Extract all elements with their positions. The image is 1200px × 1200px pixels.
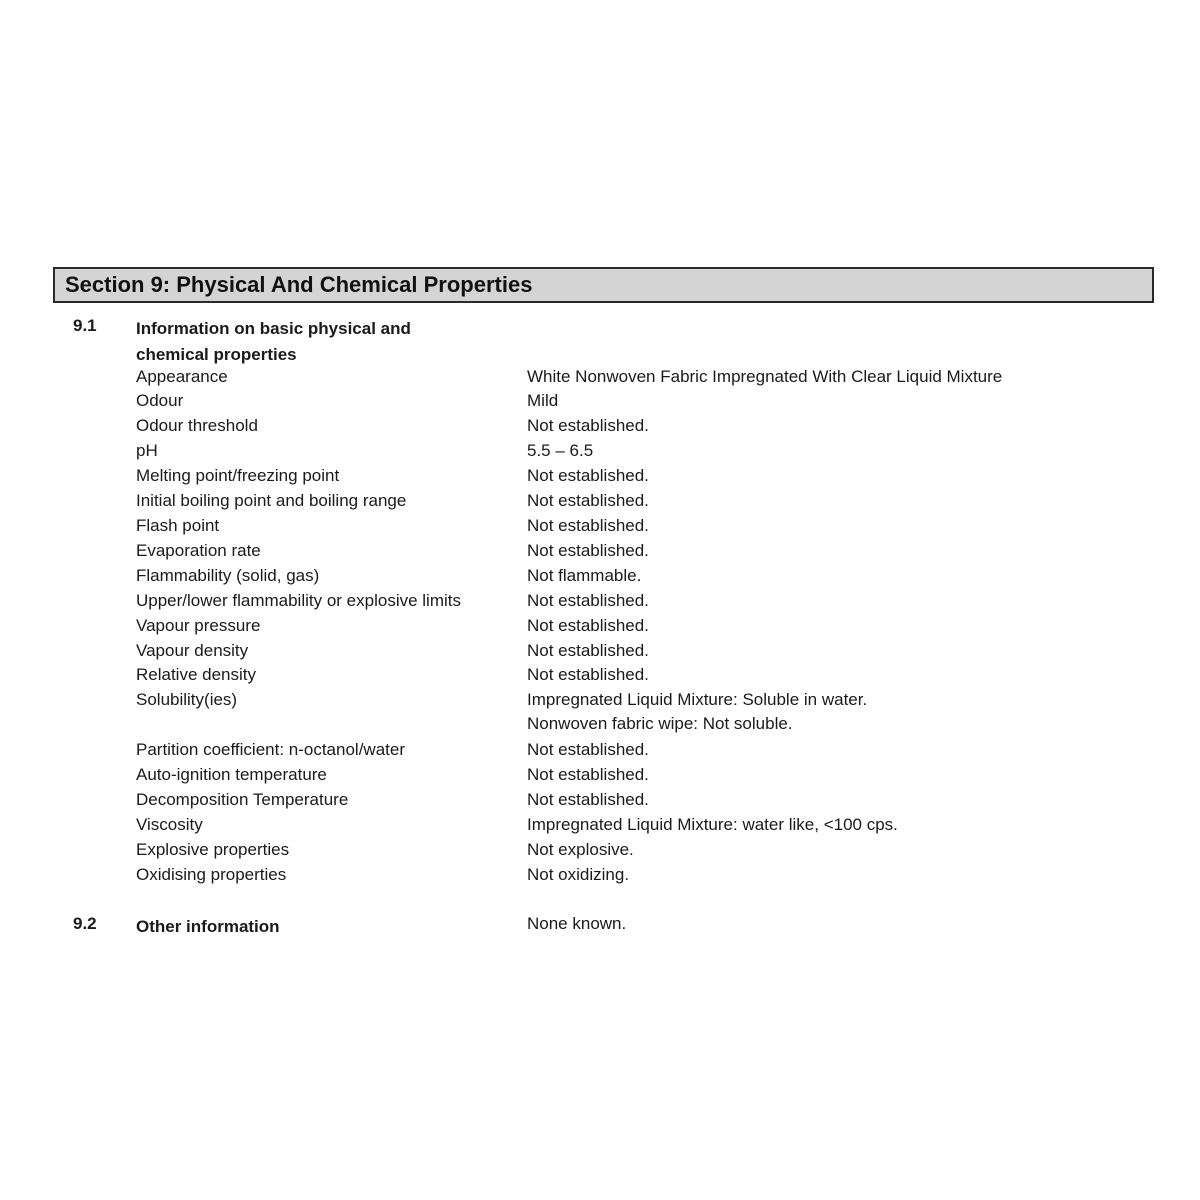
property-label: Odour threshold xyxy=(136,416,258,435)
property-value: Not oxidizing. xyxy=(527,865,630,884)
subsection-title: Other information xyxy=(136,917,280,936)
property-label: Odour xyxy=(136,391,184,410)
property-row-flash-point xyxy=(0,516,1200,541)
property-row-odour-threshold xyxy=(0,416,1200,441)
property-value: Not explosive. xyxy=(527,840,634,859)
property-row-boiling-point xyxy=(0,491,1200,516)
section-title: Section 9: Physical And Chemical Properties xyxy=(65,272,533,297)
section-header xyxy=(53,267,1154,303)
property-value: Not flammable. xyxy=(527,566,642,585)
property-label: Decomposition Temperature xyxy=(136,790,349,809)
property-value: Not established. xyxy=(527,665,649,684)
property-row-odour xyxy=(0,391,1200,416)
property-row-relative-density xyxy=(0,665,1200,690)
property-value: Not established. xyxy=(527,491,649,510)
property-label: Vapour density xyxy=(136,641,249,660)
property-value: Not established. xyxy=(527,541,649,560)
property-label: Flash point xyxy=(136,516,220,535)
property-row-appearance xyxy=(0,367,1200,392)
property-label: Oxidising properties xyxy=(136,865,287,884)
property-label: Flammability (solid, gas) xyxy=(136,566,320,585)
subsection-value: None known. xyxy=(527,914,627,933)
property-label: Explosive properties xyxy=(136,840,290,859)
property-value: White Nonwoven Fabric Impregnated With Clear Liquid Mixture xyxy=(527,367,1003,386)
property-label: Auto-ignition temperature xyxy=(136,765,327,784)
property-label: Solubility(ies) xyxy=(136,690,238,709)
property-value: Not established. xyxy=(527,765,649,784)
property-label: Upper/lower flammability or explosive limits xyxy=(136,591,461,610)
property-label: Melting point/freezing point xyxy=(136,466,340,485)
property-row-viscosity xyxy=(0,815,1200,840)
property-value: Not established. xyxy=(527,466,649,485)
property-label: pH xyxy=(136,441,158,460)
property-value: Not established. xyxy=(527,416,649,435)
property-label: Evaporation rate xyxy=(136,541,261,560)
property-label: Viscosity xyxy=(136,815,203,834)
property-row-vapour-density xyxy=(0,641,1200,666)
property-row-partition-coefficient xyxy=(0,740,1200,765)
property-label: Initial boiling point and boiling range xyxy=(136,491,407,510)
property-label: Partition coefficient: n-octanol/water xyxy=(136,740,405,759)
property-value: Not established. xyxy=(527,591,649,610)
subsection-number: 9.2 xyxy=(73,914,97,933)
property-row-oxidising-properties xyxy=(0,865,1200,890)
property-value: Not established. xyxy=(527,641,649,660)
property-row-auto-ignition xyxy=(0,765,1200,790)
property-row-decomposition xyxy=(0,790,1200,815)
property-value: Impregnated Liquid Mixture: water like, <100 cps. xyxy=(527,815,898,834)
property-row-solubility xyxy=(0,690,1200,740)
property-value: Mild xyxy=(527,391,559,410)
property-row-melting-point xyxy=(0,466,1200,491)
property-value xyxy=(527,688,867,736)
property-label: Appearance xyxy=(136,367,228,386)
property-row-flammability xyxy=(0,566,1200,591)
property-row-evaporation-rate xyxy=(0,541,1200,566)
property-row-ph xyxy=(0,441,1200,466)
subsection-title: Information on basic physical and chemical properties xyxy=(136,319,411,364)
property-value-line: Impregnated Liquid Mixture: Soluble in water. xyxy=(527,690,868,709)
property-label: Relative density xyxy=(136,665,257,684)
property-label: Vapour pressure xyxy=(136,616,261,635)
property-value-line: Nonwoven fabric wipe: Not soluble. xyxy=(527,714,793,733)
property-value: Not established. xyxy=(527,790,649,809)
property-value: 5.5 – 6.5 xyxy=(527,441,594,460)
property-row-explosive-properties xyxy=(0,840,1200,865)
property-row-explosive-limits xyxy=(0,591,1200,616)
property-value: Not established. xyxy=(527,516,649,535)
property-row-vapour-pressure xyxy=(0,616,1200,641)
property-value: Not established. xyxy=(527,740,649,759)
property-value: Not established. xyxy=(527,616,649,635)
subsection-number: 9.1 xyxy=(73,316,97,335)
